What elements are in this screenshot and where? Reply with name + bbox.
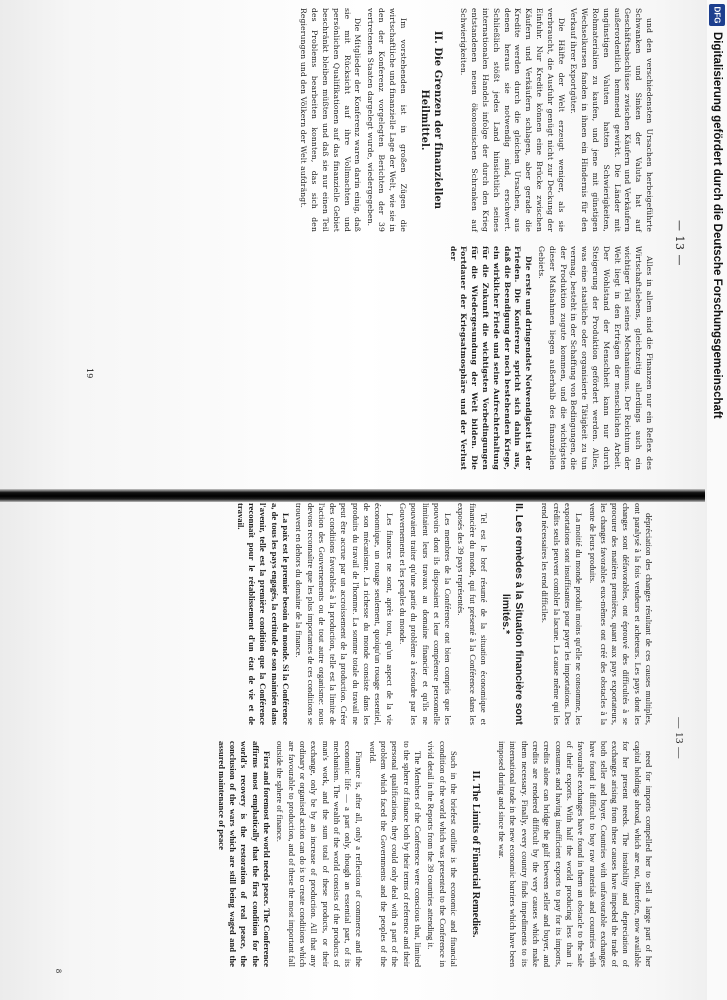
english-column (214, 741, 654, 967)
paragraph: Tel est le bref résumé de la situation économique et financière du monde, qui fut présenté à la Conférence dans les exposés des 39 pays représentés. (456, 503, 490, 725)
paragraph: First and foremost the world needs peace. The Conference affirms most emphatically that the first condition for the world's recovery is the restoration of real peace, the conclusion of the wars which are still being waged and the assured maintenance of peace (216, 741, 273, 967)
paragraph: The Members of the Conference were conscious that, limited to the sphere of finance both by their terms of reference and their personal qualifications, they could only deal with a part of the problem which faced the Governments and the peoples of the world. (367, 741, 423, 967)
paragraph: Die erste und dringendste Notwendigkeit ist der Frieden. Die Konferenz spricht sich dahin aus, daß die Beendigung der noch bestehenden Kriege, ein wirklicher Friede und seine Aufrechterhaltung für die Zukunft die wichtigsten Vorbedingungen für die Wiedergesundung der Welt bilden. Die Fortdauer der Kriegsatmosphäre und der Verlust der (448, 246, 534, 470)
section-heading: II. Die Grenzen der finanziellen Heilmittel. (418, 30, 443, 210)
paragraph: Im vorstehenden ist in großen Zügen die wirtschaftliche und finanzielle Lage der Welt, wie sie in den der Konferenz vorgelegten Berichten der 39 vertretenen Staaten dargelegt wurde, wiedergegeben. (366, 8, 408, 232)
catchword: 8 (54, 969, 63, 973)
paragraph: need for imports compelled her to sell a large part of her capital holdings abroad, which are not, therefore, now available for her present needs. The instability and depreciation of exchanges arising from these causes have impeded the trade of both seller and buyer. Countries with unfavourable exchanges have found it difficult to buy raw materials and countries with favourable exchanges have found in them an obstacle to the sale of their exports. With half the world producing less than it consumes and having insufficient exports to pay for its imports, credits alone can bridge the gulf between seller and buyer, and credits are rendered difficult by the very causes which make them necessary. Finally, every country finds impediments to its international trade in the new economic barriers which have been imposed during and since the war. (497, 741, 654, 967)
paragraph: Alles in allem sind die Finanzen nur ein Reflex des Wirtschaftslebens, gleichzeitig allerdings auch ein wichtiger Teil seines Mechanismus. Der Reichtum der Welt liegt in den Erträgen der menschlichen Arbeit. Der Wohlstand der Menschheit kann nur durch Steigerung der Produktion gefördert werden. Alles, was eine staatliche oder organisierte Tätigkeit zu tun vermag, besteht in der Schaffung von Bedingungen, die der Produktion zugute kommen, und die wichtigsten dieser Maßnahmen liegen außerhalb des finanziellen Gebiets. (537, 246, 654, 470)
paragraph: dépréciation des changes résultant de ces causes multiples, ont paralysé à la fois vendeurs et acheteurs. Les pays dont les changes sont défavorables, ont éprouvé des difficultés à se procurer des matières premières, quant aux pays exportateurs, les changes favorables eux-mêmes ont créé des obstacles à la vente de leurs produits. (587, 503, 654, 725)
paragraph: Les finances ne sont, après tout, qu'un aspect de la vie économique, un rouage seulement, quoiqu'un rouage essentiel, de son mécanisme. La richesse du monde consiste dans les produits du travail de l'homme. La somme totale du travail ne peut être accrue par un accroissement de la production. Créer des conditions favorables à la production, telle est la limite de l'action des Gouvernements ou de tout autre organisme: nous devons reconnaître que les plus importantes de ces conditions se trouvent en dehors du domaine de la finance. (294, 503, 395, 725)
dfg-logo (709, 4, 725, 26)
paragraph: La moitié du monde produit moins qu'elle ne consomme, les exportations sont insuffisantes pour payer les importations. Des crédits seuls peuvent combler la lacune. La cause même qui les rend nécessaires les rend difficiles. (540, 503, 585, 725)
paragraph: La paix est le premier besoin du monde. Si la Conférence a, de tous les pays engagés, la certitude de son maintien dans l'avenir, telle est la première condition que la Conférence reconnaît pour le rétablissement d'un état de vie et de travail. (235, 503, 291, 725)
upper-page (39, 8, 684, 478)
section-heading: II. The Limits of Financial Remedies. (469, 770, 481, 938)
paragraph: Die Hälfte der Welt erzeugt weniger, als sie verbraucht, die Ausfuhr genügt nicht zur Deckung der Einfuhr. Nur Kredite können eine Brücke zwischen Käufern und Verkäufern schlagen, aber gerade die Kredite werden durch die gleichen Ursachen, aus denen heraus sie notwendig sind, erschwert. Schließlich stößt jedes Land hinsichtlich seines internationalen Handels infolge der durch den Krieg entstandenen neuen ökonomischen Schranken auf Schwierigkeiten. (459, 8, 566, 232)
footer-mark: 19 (85, 368, 94, 379)
section-heading: II. Les remèdes à la Situation financière sont limités.* (500, 503, 526, 725)
lower-page (39, 503, 684, 973)
paragraph: Such in the briefest outline is the economic and financial condition of the world which was presented to the Conference in vivid detail in the Reports from the 39 countries attending it. (426, 741, 459, 967)
dfg-logo-text: DFG (712, 6, 722, 24)
paragraph: und den verschiedensten Ursachen herbeigeführte Schwanken und Sinken der Valuta hat auf Geschäftsabschlüsse zwischen Käufern und Verkäufern außerordentlich hemmend gewirkt. Die Länder mit ungünstigen Valuten hatten Schwierigkeiten, Rohmaterialien zu kaufen, und jene mit günstigen Wechselkursen fanden in ihnen ein Hindernis für den Verkauf ihrer Exportgüter. (569, 8, 654, 232)
german-column-left (296, 8, 654, 232)
dfg-ribbon (707, 0, 727, 1000)
french-column (233, 503, 655, 725)
running-head: — 13 — (673, 220, 686, 266)
dfg-credit-text: Digitalisierung gefördert durch die Deutsche Forschungsgemeinschaft (711, 32, 723, 419)
paragraph: Die Mitglieder der Konferenz waren darin einig, daß sie mit Rücksicht auf ihre Vollmachten und persönlichen Qualifikationen auf das finanzielle Gebiet beschränkt bleiben müßten und daß sie nur einen Teil des Problems bearbeiten konnten, das sich den Regierungen und den Völkern der Welt aufdrängt. (299, 8, 363, 232)
running-head: — 13 — (673, 717, 685, 759)
paragraph: Finance is, after all, only a reflection of commerce and the economic life — a part only, though an essential part, of its mechanism. The wealth of the world consists of the products of man's work, and the sum total of these products, or their exchange, only be by an increase of production. All that any ordinary or organised action can do is to create conditions which are favourable to production, and of these the most important fall outside the sphere of finance. (275, 741, 365, 967)
book-gutter (0, 489, 705, 502)
paragraph: Les membres de la Conférence ont bien compris que les pouvoirs dont ils disposaient et leur compétence personnelle limitaient leurs travaux au domaine financier et qu'ils ne pouvaient traiter qu'une partie du problème à résoudre par les Gouvernements et les peuples du monde. (397, 503, 454, 725)
german-column-right (445, 246, 654, 470)
